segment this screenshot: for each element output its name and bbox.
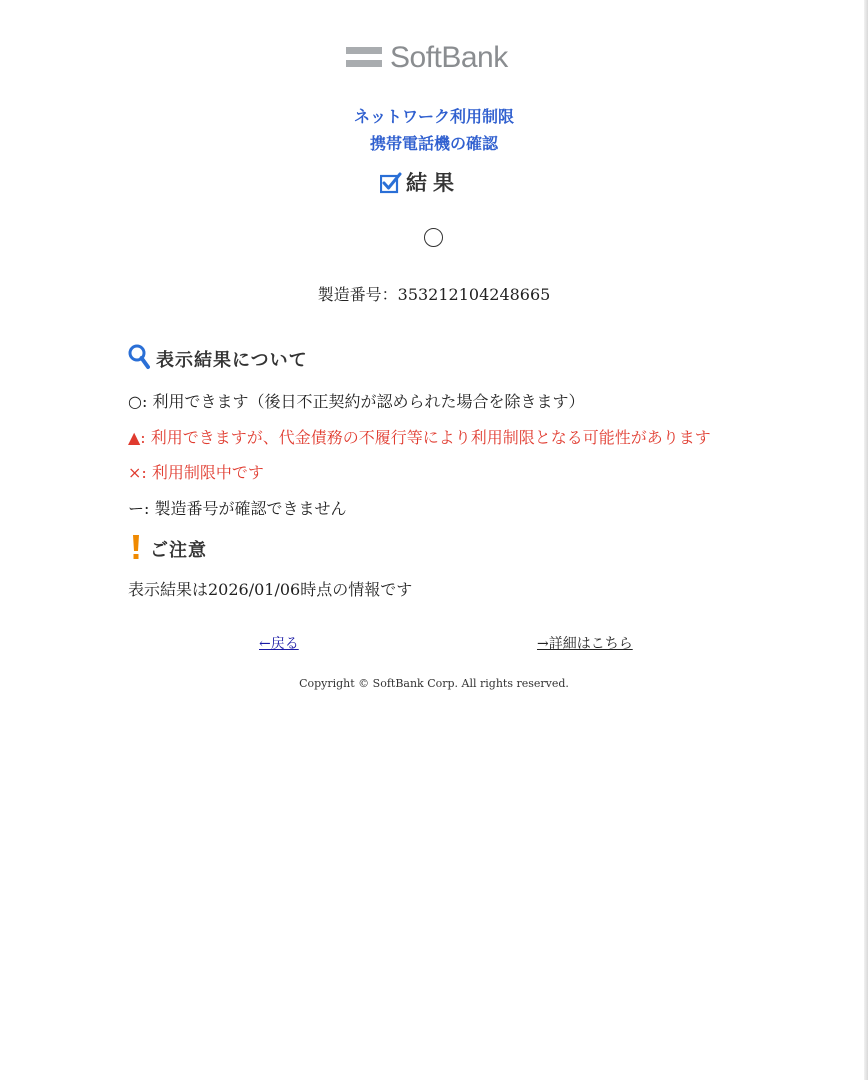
legend-item-available: ○: 利用できます（後日不正契約が認められた場合を除きます） <box>128 392 585 411</box>
result-heading <box>380 167 460 197</box>
brand-name: SoftBank <box>390 41 508 74</box>
notice-text: 表示結果は2026/01/06時点の情報です <box>128 580 413 599</box>
search-icon <box>128 344 150 374</box>
exclamation-icon <box>128 533 144 565</box>
page-edge <box>864 0 868 1080</box>
serial-number: 製造番号：353212104248665 <box>317 285 551 304</box>
legend-item-may-restrict: ▲: 利用できますが、代金債務の不履行等により利用制限となる可能性があります <box>128 428 711 447</box>
softbank-logo <box>346 41 526 78</box>
legend-heading <box>128 344 308 374</box>
page-title-line2: 携帯電話機の確認 <box>369 134 498 153</box>
details-link[interactable]: →詳細はこちら <box>537 636 633 652</box>
legend-heading-label: 表示結果について <box>156 350 308 371</box>
softbank-logo-icon <box>346 47 382 73</box>
legend-item-restricted: ×: 利用制限中です <box>128 463 264 482</box>
notice-heading <box>128 533 207 565</box>
checkbox-icon <box>380 172 400 192</box>
notice-heading-label: ご注意 <box>150 540 207 561</box>
back-link[interactable]: ←戻る <box>259 636 299 652</box>
copyright: Copyright © SoftBank Corp. All rights reserved. <box>299 677 569 690</box>
legend-item-unknown: ー: 製造番号が確認できません <box>128 499 347 518</box>
page-title-line1: ネットワーク利用制限 <box>353 107 514 126</box>
result-heading-label: 結果 <box>406 171 460 195</box>
result-status-circle <box>424 228 443 247</box>
